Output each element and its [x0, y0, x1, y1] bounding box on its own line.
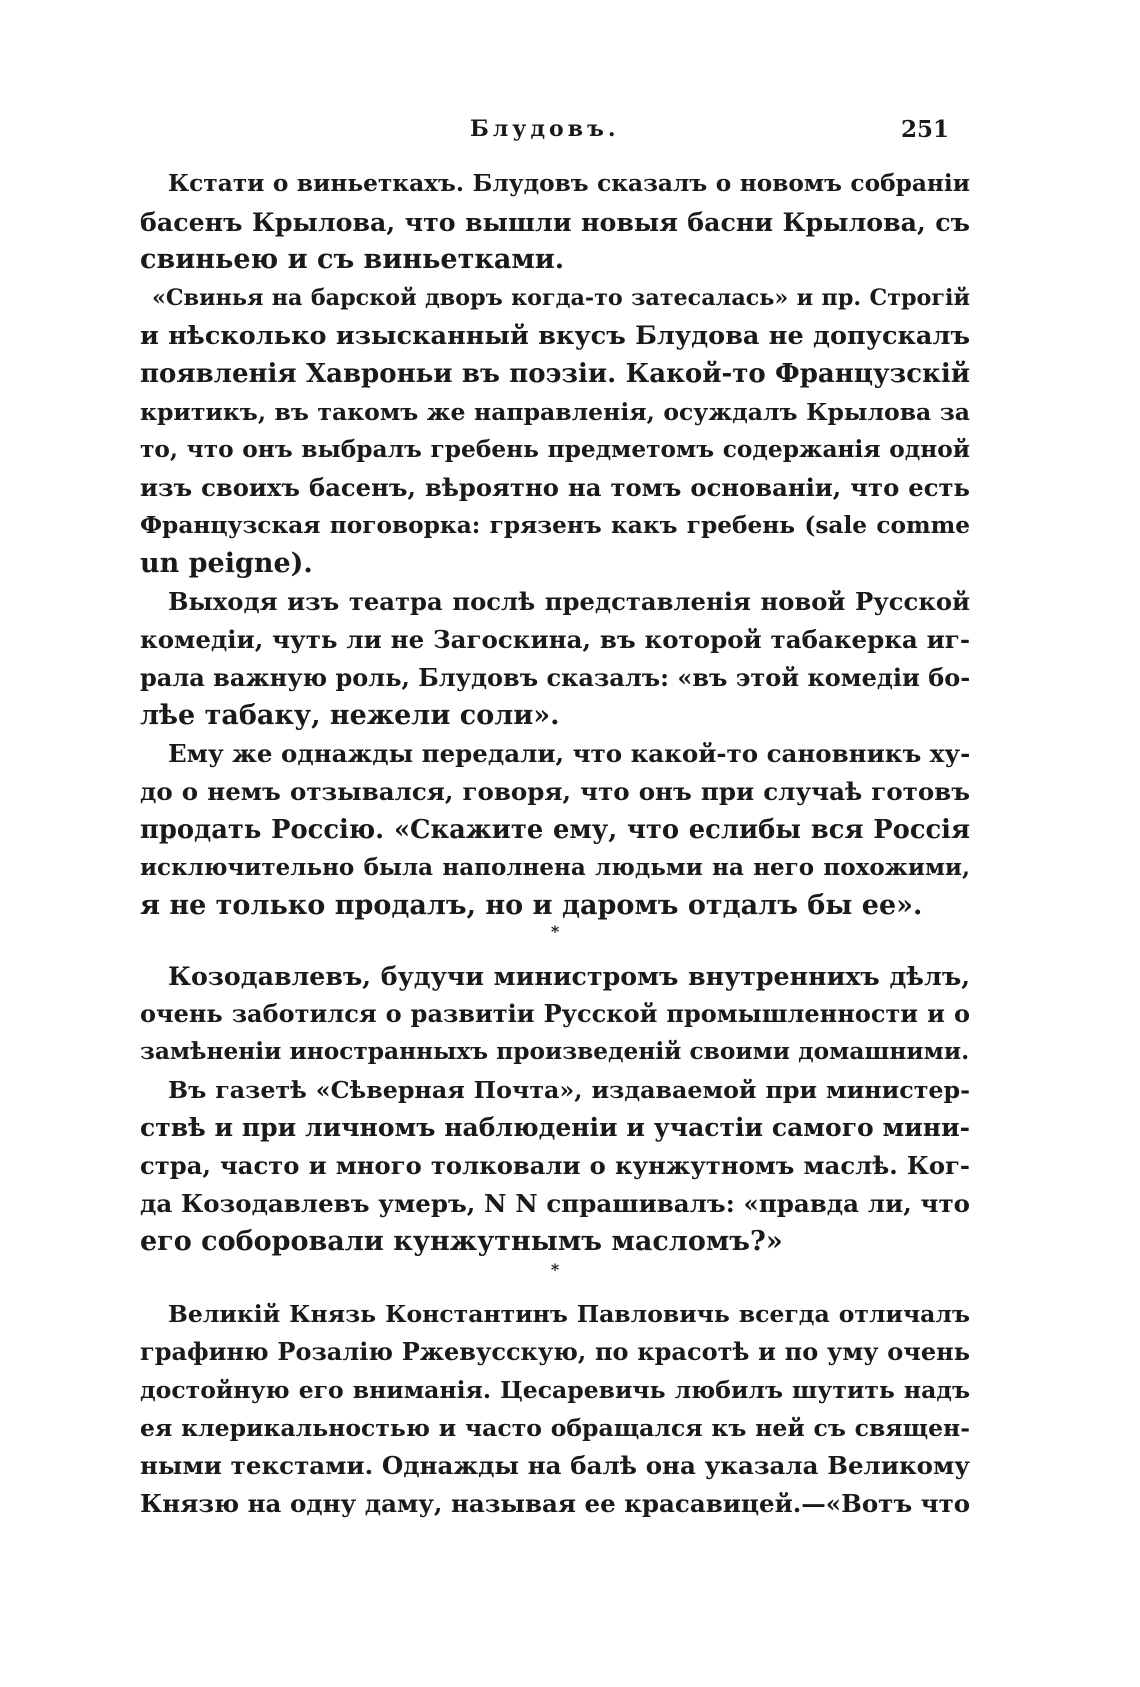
text-line: достойную его вниманія. Цесаревичь любилъ шутить надъ	[140, 1376, 970, 1404]
text-line: «Свинья на барской дворъ когда-то затесалась» и пр. Строгій	[152, 285, 970, 311]
text-line: его соборовали кунжутнымъ масломъ?»	[140, 1226, 783, 1257]
section-konstantin	[140, 1295, 970, 1523]
text-line: то, что онъ выбралъ гребень предметомъ содержанія одной	[140, 436, 970, 463]
running-head: Блудовъ.	[470, 116, 620, 142]
text-line: Козодавлевъ, будучи министромъ внутреннихъ дѣлъ,	[168, 961, 970, 991]
text-line: Князю на одну даму, называя ее красавицей.—«Вотъ что	[140, 1489, 971, 1518]
text-line: появленія Хавроньи въ поэзіи. Какой-то Французскій	[140, 359, 970, 389]
section-kozodavlev	[140, 957, 970, 1261]
text-line: ными текстами. Однажды на балѣ она указала Великому	[140, 1451, 970, 1480]
text-line: Выходя изъ театра послѣ представленія новой Русской	[168, 587, 970, 616]
text-line: Французская поговорка: грязенъ какъ гребень (sale comme	[140, 512, 970, 539]
text-line: ея клерикальностью и часто обращался къ ней съ священ-	[140, 1414, 970, 1442]
text-line: до о немъ отзывался, говоря, что онъ при случаѣ готовъ	[140, 777, 970, 806]
text-line: Въ газетѣ «Сѣверная Почта», издаваемой при министер-	[168, 1076, 970, 1104]
text-line: да Козодавлевъ умеръ, N N спрашивалъ: «правда ли, что	[140, 1189, 970, 1218]
text-line: комедіи, чуть ли не Загоскина, въ которой табакерка иг-	[140, 625, 970, 654]
text-line: свиньею и съ виньетками.	[140, 244, 565, 275]
text-line: Великій Князь Константинъ Павловичь всегда отличалъ	[168, 1300, 970, 1328]
text-line: рала важную роль, Блудовъ сказалъ: «въ этой комедіи бо-	[140, 663, 971, 692]
text-line: ствѣ и при личномъ наблюденіи и участіи самого мини-	[140, 1113, 970, 1142]
text-line: замѣненіи иностранныхъ произведеній своими домашними.	[140, 1038, 970, 1065]
text-line: графиню Розалію Ржевусскую, по красотѣ и по уму очень	[140, 1337, 970, 1366]
text-line: очень заботился о развитіи Русской промышленности и о	[140, 999, 970, 1028]
text-line: Ему же однажды передали, что какой-то сановникъ ху-	[168, 739, 971, 768]
text-line: лѣе табаку, нежели соли».	[140, 700, 560, 731]
section-separator: *	[550, 1260, 560, 1279]
text-line: я не только продалъ, но и даромъ отдалъ бы ее».	[140, 890, 923, 921]
page-number: 251	[901, 116, 950, 143]
text-line: исключительно была наполнена людьми на него похожими,	[140, 854, 970, 881]
section-separator: *	[550, 922, 560, 941]
text-line: и нѣсколько изысканный вкусъ Блудова не допускалъ	[140, 321, 970, 351]
text-line: продать Россію. «Скажите ему, что еслибы вся Россія	[140, 815, 970, 845]
text-line: un peigne).	[140, 548, 313, 579]
section-bludov	[140, 165, 970, 925]
text-line: изъ своихъ басенъ, вѣроятно на томъ основаніи, что есть	[140, 473, 970, 502]
text-line: Кстати о виньеткахъ. Блудовъ сказалъ о новомъ собраніи	[168, 170, 970, 197]
text-line: стра, часто и много толковали о кунжутномъ маслѣ. Ког-	[140, 1151, 970, 1180]
text-line: басенъ Крылова, что вышли новыя басни Крылова, съ	[140, 207, 970, 237]
text-line: критикъ, въ такомъ же направленія, осуждалъ Крылова за	[140, 398, 970, 426]
